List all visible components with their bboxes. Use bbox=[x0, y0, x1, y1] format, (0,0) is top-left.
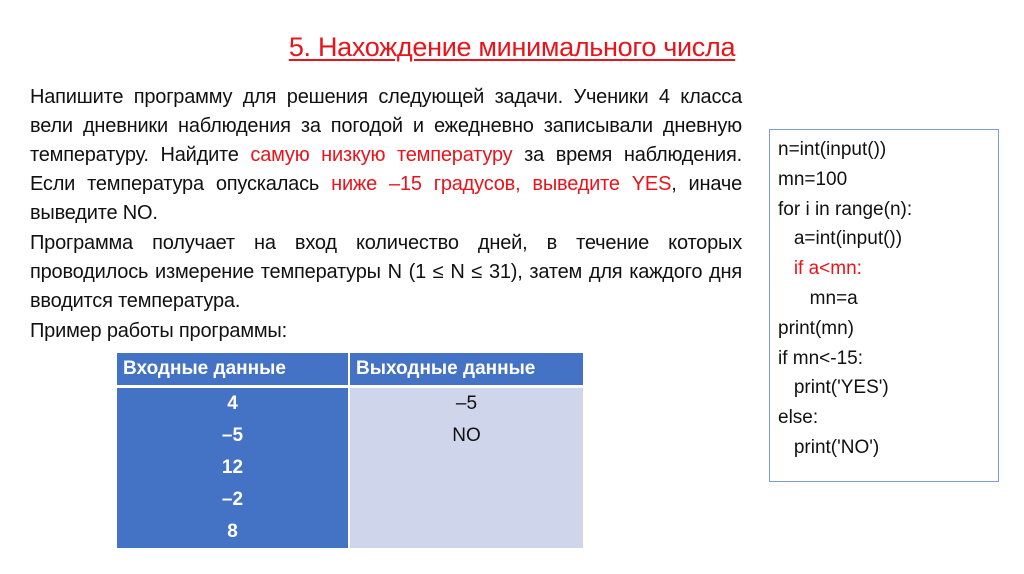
table-header-row bbox=[117, 353, 583, 387]
input-description: Программа получает на вход количество дней, в течение которых проводилось измерение температуры N (1 ≤ N ≤ 31), затем для каждого дня вводится температура. bbox=[30, 232, 742, 312]
code-line: print('YES') bbox=[778, 377, 889, 399]
task-highlight-yes: ниже –15 градусов, выведите YES bbox=[331, 173, 672, 195]
input-value: 4 bbox=[227, 393, 238, 414]
code-box bbox=[769, 129, 999, 482]
output-cell bbox=[349, 387, 583, 549]
code-line-highlighted: if a<mn: bbox=[778, 258, 862, 280]
code-line: a=int(input()) bbox=[778, 228, 903, 250]
input-value: –5 bbox=[221, 425, 244, 446]
code-line: if mn<-15: bbox=[778, 347, 864, 369]
header-output: Выходные данные bbox=[349, 353, 583, 387]
input-cell bbox=[117, 387, 349, 549]
input-value: –2 bbox=[221, 489, 244, 510]
table-body-row bbox=[117, 387, 583, 549]
input-value: 8 bbox=[227, 521, 238, 542]
code-line: n=int(input()) bbox=[778, 139, 887, 160]
task-paragraph bbox=[30, 83, 742, 228]
header-input: Входные данные bbox=[117, 353, 349, 387]
code-line: print('NO') bbox=[778, 436, 880, 458]
code-line: mn=100 bbox=[778, 168, 848, 190]
output-value: NO bbox=[452, 425, 481, 446]
task-text-2: за время наблюдения. Если температура опускалась bbox=[30, 144, 742, 195]
input-value: 12 bbox=[221, 457, 244, 478]
code-line: mn=a bbox=[778, 287, 858, 309]
example-label: Пример работы программы: bbox=[30, 320, 287, 342]
code-line: for i in range(n): bbox=[778, 198, 913, 220]
slide-title: 5. Нахождение минимального числа bbox=[288, 32, 736, 62]
code-line: print(mn) bbox=[778, 317, 855, 339]
task-highlight-lowest: самую низкую температуру bbox=[250, 144, 513, 166]
example-table bbox=[117, 353, 583, 548]
output-value: –5 bbox=[455, 393, 478, 414]
task-text-3: , иначе выведите NO. bbox=[30, 173, 742, 224]
code-line: else: bbox=[778, 407, 819, 429]
task-text-1: Напишите программу для решения следующей задачи. Ученики 4 класса вели дневники наблюдения за погодой и ежедневно записывали дневную температуру. Найдите bbox=[30, 86, 742, 166]
